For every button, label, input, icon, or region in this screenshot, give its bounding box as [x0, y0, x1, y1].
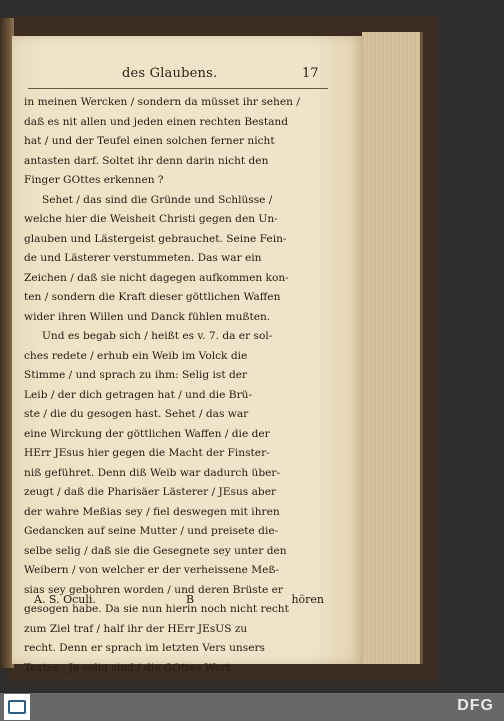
- text-line: de und Lästerer verstummeten. Das war ein: [24, 252, 262, 264]
- text-line: gesogen habe. Da sie nun hierin noch nicht recht: [24, 603, 289, 615]
- text-line: daß es nit allen und jeden einen rechten Bestand: [24, 115, 289, 128]
- text-line: zum Ziel traf / half ihr der HErr JEsUS zu: [24, 622, 248, 635]
- catchword: hören: [291, 593, 324, 606]
- text-line: Zeichen / daß sie nicht dagegen aufkommen kon-: [24, 271, 289, 284]
- text-line: zeugt / daß die Pharisäer Lästerer / JEsus aber: [24, 486, 277, 498]
- text-line: in meinen Wercken / sondern da müsset ihr sehen /: [24, 96, 300, 108]
- text-line: HErr JEsus hier gegen die Macht der Finster-: [24, 447, 270, 459]
- text-line: sias sey gebohren worden / und deren Brüste er: [24, 583, 283, 596]
- text-line: wider ihren Willen und Danck fühlen mußten.: [24, 310, 271, 323]
- text-line: welche hier die Weisheit Christi gegen den Un-: [24, 213, 278, 225]
- text-line: antasten darf. Soltet ihr denn darin nicht den: [24, 154, 269, 167]
- text-line: eine Wirckung der göttlichen Waffen / die der: [24, 427, 270, 440]
- text-line: ste / die du gesogen hast. Sehet / das war: [24, 408, 249, 420]
- text-line: der wahre Meßias sey / fiel deswegen mit ihren: [24, 505, 280, 518]
- text-line: ten / sondern die Kraft dieser göttlichen Waffen: [24, 291, 281, 303]
- text-line: recht. Denn er sprach im letzten Vers unsers: [24, 642, 265, 654]
- text-line: Und es begab sich / heißt es v. 7. da er sol-: [42, 330, 273, 342]
- text-line: Leib / der dich getragen hat / und die Brü-: [24, 388, 253, 401]
- text-line: Textes : Ja selig sind / die GOttes Wort: [24, 661, 231, 674]
- text-line: Gedancken auf seine Mutter / und preisete die-: [24, 525, 279, 537]
- viewer-footer-bar: [0, 693, 504, 721]
- library-logo-icon[interactable]: [4, 694, 30, 720]
- text-line: Sehet / das sind die Gründe und Schlüsse /: [42, 193, 273, 206]
- page-footer: [34, 593, 324, 606]
- text-line: selbe selig / daß sie die Gesegnete sey unter den: [24, 544, 287, 557]
- body-text: [24, 93, 324, 678]
- text-line: hat / und der Teufel einen solchen ferner nicht: [24, 135, 275, 147]
- library-logo-mark: [8, 700, 26, 714]
- running-head: des Glaubens.: [122, 66, 218, 81]
- sheet-mark: B: [186, 593, 195, 606]
- page-number: 17: [302, 66, 319, 81]
- book-page: [12, 36, 364, 674]
- text-line: glauben und Lästergeist gebrauchet. Seine Fein-: [24, 232, 287, 245]
- header-rule: [28, 88, 328, 89]
- text-line: Finger GOttes erkennen ?: [24, 174, 164, 186]
- signature-mark: A. S. Oculi.: [34, 593, 96, 606]
- text-line: niß geführet. Denn diß Weib war dadurch über-: [24, 466, 281, 479]
- text-line: ches redete / erhub ein Weib im Volck die: [24, 349, 248, 362]
- page-stack-edge: [362, 32, 423, 664]
- text-line: Weibern / von welcher er der verheissene Meß-: [24, 564, 280, 576]
- text-line: Stimme / und sprach zu ihm: Selig ist der: [24, 369, 248, 381]
- dfg-logo[interactable]: DFG: [457, 697, 494, 714]
